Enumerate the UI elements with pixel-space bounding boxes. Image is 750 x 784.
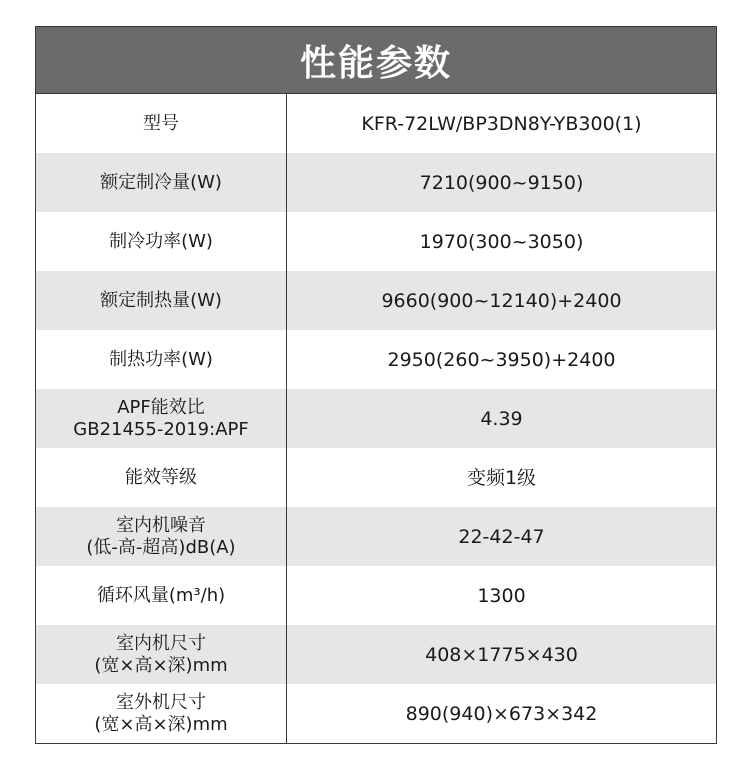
- row-label: [36, 389, 287, 448]
- row-label: [36, 448, 287, 507]
- row-label-line: 循环风量(m³/h): [96, 584, 226, 606]
- row-value: 7210(900~9150): [419, 171, 584, 194]
- row-value: 408×1775×430: [425, 643, 578, 666]
- row-value: 9660(900~12140)+2400: [381, 289, 622, 312]
- table-row: [36, 389, 716, 448]
- row-label-line: (低-高-超高)dB(A): [86, 536, 236, 558]
- row-label-line: 制冷功率(W): [109, 230, 213, 252]
- row-label-line: 型号: [143, 112, 179, 134]
- table-row: [36, 212, 716, 271]
- row-value: 22-42-47: [458, 525, 545, 548]
- row-label-line: 室内机尺寸: [116, 632, 206, 654]
- row-value: 890(940)×673×342: [405, 702, 598, 725]
- row-value: 变频1级: [466, 466, 537, 489]
- table-row: [36, 566, 716, 625]
- table-row: [36, 448, 716, 507]
- table-row: [36, 153, 716, 212]
- table-title: 性能参数: [36, 27, 716, 94]
- row-label: [36, 330, 287, 389]
- row-label: [36, 153, 287, 212]
- row-label-line: 制热功率(W): [109, 348, 213, 370]
- row-label-line: GB21455-2019:APF: [73, 418, 249, 440]
- row-label-line: (宽×高×深)mm: [94, 654, 228, 676]
- row-label: [36, 212, 287, 271]
- row-value: 1970(300~3050): [419, 230, 584, 253]
- row-label-line: 室内机噪音: [116, 514, 206, 536]
- row-label: [36, 625, 287, 684]
- row-label-line: (宽×高×深)mm: [94, 713, 228, 735]
- table-row: [36, 330, 716, 389]
- row-label-line: APF能效比: [117, 396, 205, 418]
- row-label: [36, 94, 287, 153]
- table-row: [36, 625, 716, 684]
- table-row: [36, 507, 716, 566]
- row-label-line: 额定制热量(W): [100, 289, 222, 311]
- row-label-line: 室外机尺寸: [116, 691, 206, 713]
- row-value: 4.39: [480, 407, 523, 430]
- row-label-line: 能效等级: [125, 466, 197, 488]
- table-row: [36, 94, 716, 153]
- row-label-line: 额定制冷量(W): [100, 171, 222, 193]
- spec-table: [35, 26, 717, 744]
- row-label: [36, 271, 287, 330]
- table-row: [36, 271, 716, 330]
- row-value: 1300: [477, 584, 526, 607]
- table-row: [36, 684, 716, 743]
- row-label: [36, 566, 287, 625]
- row-label: [36, 684, 287, 743]
- row-value: 2950(260~3950)+2400: [387, 348, 616, 371]
- row-label: [36, 507, 287, 566]
- row-value: KFR-72LW/BP3DN8Y-YB300(1): [361, 112, 642, 135]
